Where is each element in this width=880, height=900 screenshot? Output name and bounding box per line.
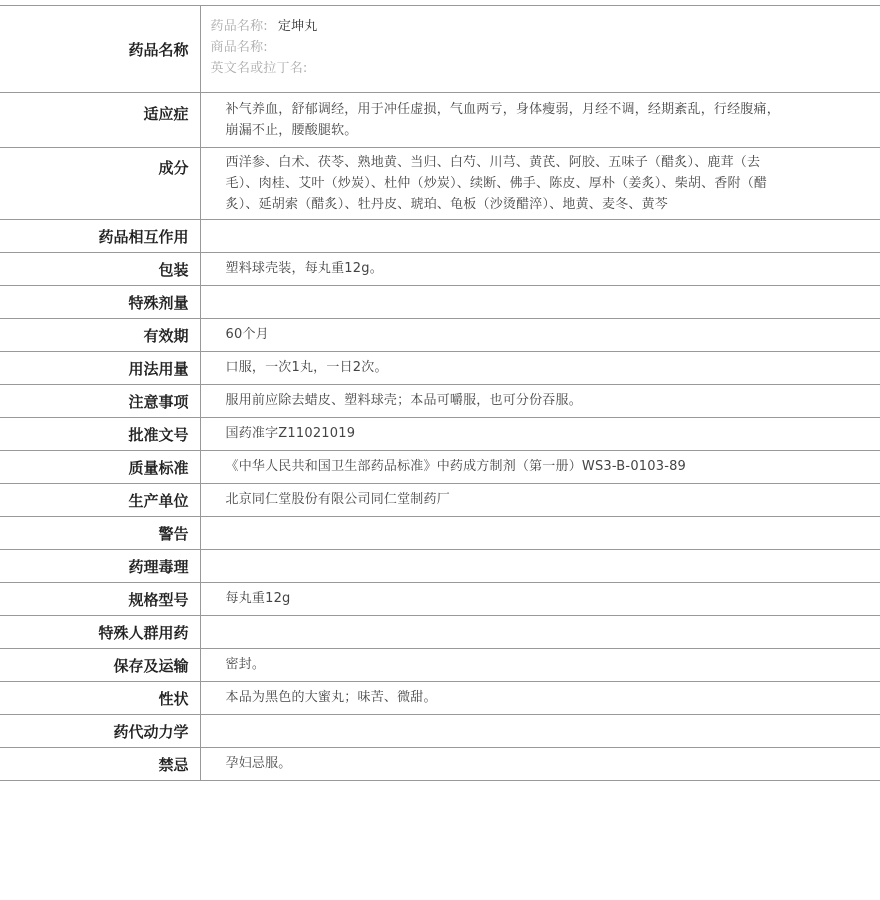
row-label: 特殊人群用药 (0, 616, 200, 649)
row-value: 塑料球壳装，每丸重12g。 (200, 253, 880, 286)
english-name-line (211, 58, 791, 79)
row-label: 警告 (0, 517, 200, 550)
generic-name-key: 药品名称: (210, 19, 268, 34)
row-label: 药理毒理 (0, 550, 200, 583)
row-label: 生产单位 (0, 484, 200, 517)
row-value: 服用前应除去蜡皮、塑料球壳；本品可嚼服，也可分份吞服。 (200, 385, 880, 418)
row-label: 有效期 (0, 319, 200, 352)
row-label: 禁忌 (0, 748, 200, 781)
row-label: 特殊剂量 (0, 286, 200, 319)
row-quality-standard (0, 451, 880, 484)
row-special-populations (0, 616, 880, 649)
generic-name-value: 定坤丸 (277, 19, 318, 34)
trade-name-line (211, 37, 791, 58)
row-storage-transport (0, 649, 880, 682)
row-label: 质量标准 (0, 451, 200, 484)
english-name-key: 英文名或拉丁名: (210, 61, 308, 76)
row-precautions (0, 385, 880, 418)
row-description (0, 682, 880, 715)
row-manufacturer (0, 484, 880, 517)
trade-name-key: 商品名称: (210, 40, 268, 55)
row-label: 包装 (0, 253, 200, 286)
drug-name-values (200, 6, 880, 93)
row-contraindications (0, 748, 880, 781)
row-approval-number (0, 418, 880, 451)
row-value (200, 220, 880, 253)
row-ingredients (0, 148, 880, 220)
row-label: 用法用量 (0, 352, 200, 385)
drug-info-table (0, 5, 880, 781)
row-pharmacokinetics (0, 715, 880, 748)
row-value: 本品为黑色的大蜜丸；味苦、微甜。 (200, 682, 880, 715)
row-label: 规格型号 (0, 583, 200, 616)
row-value: 密封。 (200, 649, 880, 682)
row-usage-dosage (0, 352, 880, 385)
row-value: 口服，一次1丸，一日2次。 (200, 352, 880, 385)
row-label: 注意事项 (0, 385, 200, 418)
row-value: 60个月 (200, 319, 880, 352)
row-value: 《中华人民共和国卫生部药品标准》中药成方制剂（第一册）WS3-B-0103-89 (200, 451, 880, 484)
row-value: 孕妇忌服。 (200, 748, 880, 781)
row-value: 每丸重12g (200, 583, 880, 616)
row-value (200, 616, 880, 649)
row-label: 批准文号 (0, 418, 200, 451)
row-interactions (0, 220, 880, 253)
generic-name-line (211, 16, 791, 37)
row-value (200, 550, 880, 583)
row-value: 国药准字Z11021019 (200, 418, 880, 451)
row-label: 药代动力学 (0, 715, 200, 748)
row-value (200, 715, 880, 748)
row-value (200, 517, 880, 550)
row-special-dosage (0, 286, 880, 319)
row-label-drug-name: 药品名称 (0, 6, 200, 93)
row-value: 补气养血，舒郁调经，用于冲任虚损，气血两亏，身体瘦弱，月经不调，经期紊乱，行经腹痛，崩漏不止，腰酸腿软。 (200, 93, 880, 148)
row-label: 性状 (0, 682, 200, 715)
row-label: 适应症 (0, 93, 200, 148)
row-shelf-life (0, 319, 880, 352)
row-value: 西洋参、白术、茯苓、熟地黄、当归、白芍、川芎、黄芪、阿胶、五味子（醋炙）、鹿茸（去毛）、肉桂、艾叶（炒炭）、杜仲（炒炭）、续断、佛手、陈皮、厚朴（姜炙）、柴胡、香附（醋炙）、延胡索（醋炙）、牡丹皮、琥珀、龟板（沙烫醋淬）、地黄、麦冬、黄芩 (200, 148, 880, 220)
row-value (200, 286, 880, 319)
row-drug-name (0, 6, 880, 93)
row-label: 成分 (0, 148, 200, 220)
row-indications (0, 93, 880, 148)
row-label: 药品相互作用 (0, 220, 200, 253)
row-label: 保存及运输 (0, 649, 200, 682)
row-specification (0, 583, 880, 616)
row-packaging (0, 253, 880, 286)
row-value: 北京同仁堂股份有限公司同仁堂制药厂 (200, 484, 880, 517)
row-warning (0, 517, 880, 550)
row-pharmacology-toxicology (0, 550, 880, 583)
